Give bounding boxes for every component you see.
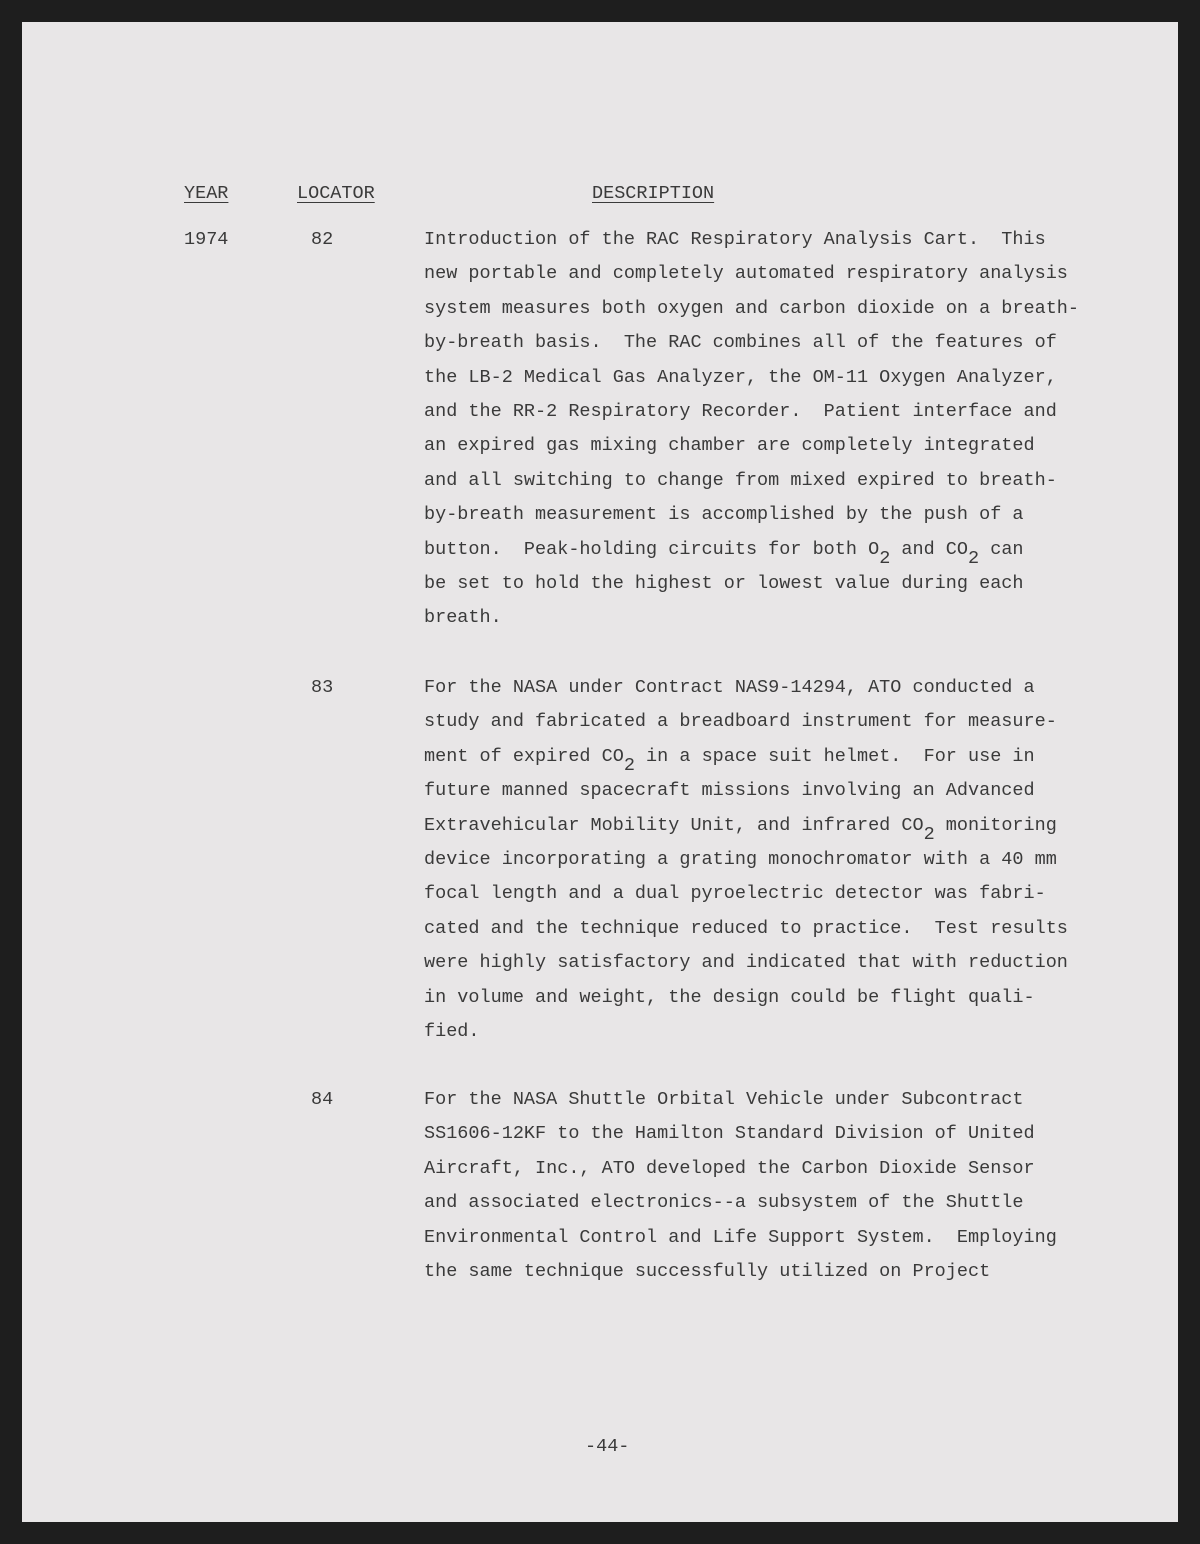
text-run: the LB-2 Medical Gas Analyzer, the OM-11 Oxygen Analyzer, xyxy=(424,366,1057,388)
text-run: Extravehicular Mobility Unit, and infrared CO xyxy=(424,814,924,836)
text-run: in a space suit helmet. For use in xyxy=(634,745,1035,767)
text-run: study and fabricated a breadboard instrument for measure- xyxy=(424,711,1057,733)
text-run: device incorporating a grating monochromator with a 40 mm xyxy=(424,849,1057,870)
text-run: Introduction of the RAC Respiratory Analysis Cart. This xyxy=(424,229,1046,250)
description-line xyxy=(424,780,1035,802)
text-run: and all switching to change from mixed expired to breath- xyxy=(424,469,1057,491)
description-line xyxy=(424,401,1057,423)
description-line xyxy=(424,1261,990,1283)
description-line xyxy=(424,504,1024,526)
text-run: and associated electronics--a subsystem of the Shuttle xyxy=(424,1192,1024,1214)
text-run: and CO xyxy=(890,538,969,560)
description-line xyxy=(424,849,1057,871)
subscript: 2 xyxy=(879,547,891,569)
text-run: cated and the technique reduced to practice. Test results xyxy=(424,917,1068,939)
text-run: ment of expired CO xyxy=(424,745,624,767)
description-line xyxy=(424,677,1035,699)
text-run: button. Peak-holding circuits for both O xyxy=(424,538,880,560)
description-line xyxy=(424,538,1024,569)
description-line xyxy=(424,1123,1035,1145)
text-run: Environmental Control and Life Support System. Employing xyxy=(424,1226,1057,1248)
description-line xyxy=(424,952,1068,974)
description-line xyxy=(424,1089,1024,1111)
description-line xyxy=(424,918,1068,940)
entry-locator: 83 xyxy=(311,677,334,698)
description-line xyxy=(424,435,1035,457)
text-run: future manned spacecraft missions involving an Advanced xyxy=(424,780,1035,802)
text-run: system measures both oxygen and carbon dioxide on a breath- xyxy=(424,297,1080,319)
description-line xyxy=(424,367,1057,389)
description-line xyxy=(424,987,1035,1009)
entry-year: 1974 xyxy=(184,229,229,250)
text-run: SS1606-12KF to the Hamilton Standard Division of United xyxy=(424,1123,1035,1145)
text-run: Aircraft, Inc., ATO developed the Carbon Dioxide Sensor xyxy=(424,1157,1035,1179)
text-run: monitoring xyxy=(934,814,1057,836)
text-run: fied. xyxy=(424,1021,480,1042)
description-line xyxy=(424,1021,480,1043)
description-line xyxy=(424,814,1057,845)
description-line xyxy=(424,1227,1057,1249)
page-number: -44- xyxy=(585,1436,630,1457)
text-run: For the NASA under Contract NAS9-14294, ATO conducted a xyxy=(424,677,1035,698)
header-description: DESCRIPTION xyxy=(592,183,715,204)
header-year: YEAR xyxy=(184,183,229,204)
description-line xyxy=(424,298,1079,320)
description-line xyxy=(424,229,1046,251)
header-locator: LOCATOR xyxy=(297,183,375,204)
text-run: new portable and completely automated respiratory analysis xyxy=(424,263,1068,285)
subscript: 2 xyxy=(968,547,980,569)
text-run: be set to hold the highest or lowest value during each xyxy=(424,573,1024,594)
text-run: and the RR-2 Respiratory Recorder. Patient interface and xyxy=(424,401,1057,422)
text-run: by-breath measurement is accomplished by the push of a xyxy=(424,504,1024,526)
subscript: 2 xyxy=(623,754,635,776)
description-line xyxy=(424,1158,1035,1180)
text-run: For the NASA Shuttle Orbital Vehicle under Subcontract xyxy=(424,1089,1024,1110)
text-run: were highly satisfactory and indicated that with reduction xyxy=(424,952,1068,974)
text-run: in volume and weight, the design could be flight quali- xyxy=(424,986,1035,1008)
entry-locator: 84 xyxy=(311,1089,334,1110)
entry-locator: 82 xyxy=(311,229,334,250)
text-run: by-breath basis. The RAC combines all of the features of xyxy=(424,332,1057,354)
text-run: can xyxy=(979,538,1024,560)
subscript: 2 xyxy=(923,823,935,845)
description-line xyxy=(424,607,502,629)
text-run: the same technique successfully utilized on Project xyxy=(424,1261,991,1282)
text-run: breath. xyxy=(424,607,502,629)
description-line xyxy=(424,883,1046,905)
text-run: focal length and a dual pyroelectric detector was fabri- xyxy=(424,883,1046,905)
description-line xyxy=(424,745,1035,776)
description-line xyxy=(424,1192,1024,1214)
description-line xyxy=(424,470,1057,492)
description-line xyxy=(424,573,1024,595)
description-line xyxy=(424,332,1057,354)
description-line xyxy=(424,263,1068,285)
description-line xyxy=(424,711,1057,733)
text-run: an expired gas mixing chamber are completely integrated xyxy=(424,435,1035,457)
